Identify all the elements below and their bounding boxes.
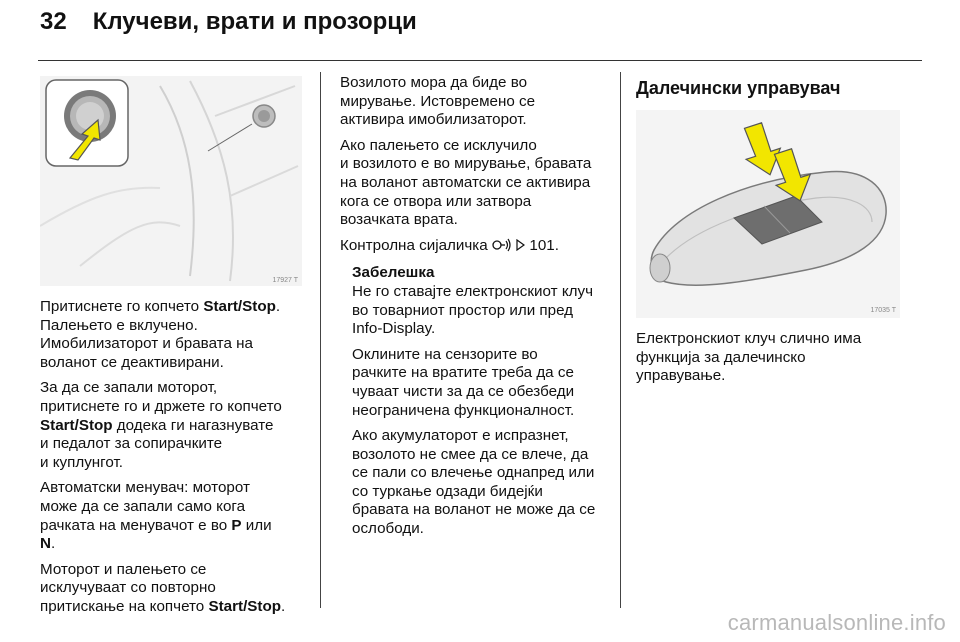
text: функција за далечинско xyxy=(636,348,806,366)
gear-p-label: P xyxy=(231,516,242,534)
text: . xyxy=(281,597,286,615)
image-code-left: 17927 T xyxy=(272,277,298,284)
page-ref-icon xyxy=(516,238,525,257)
remote-key-drawing xyxy=(636,110,900,318)
column-divider-2 xyxy=(620,72,621,608)
text: чуваат чисти за да се обезбеди xyxy=(352,382,575,400)
text: воланот се деактивирани. xyxy=(40,353,224,371)
text: бравата на воланот не може да се xyxy=(352,501,596,519)
text: Моторот и палењето се xyxy=(40,560,207,578)
paragraph-steering-lock xyxy=(340,137,615,230)
text: мирување. Истовремено се xyxy=(340,92,536,110)
text: . xyxy=(275,298,281,315)
header-rule xyxy=(38,60,922,61)
text: Контролна сијаличка xyxy=(340,236,492,254)
text: на воланот автоматски се активира xyxy=(340,173,591,191)
text: неограничена функционалност. xyxy=(352,401,575,419)
page-number: 32 xyxy=(40,8,67,35)
text: . xyxy=(50,535,56,553)
note-paragraph-3 xyxy=(352,427,615,539)
start-stop-label: Start/Stop xyxy=(208,597,282,615)
column-divider-1 xyxy=(320,72,321,608)
paragraph-remote-function xyxy=(636,330,906,386)
paragraph-press-button xyxy=(40,298,320,372)
paragraph-control-lamp xyxy=(340,237,615,258)
watermark: carmanualsonline.info xyxy=(727,610,946,635)
text: Ако палењето се исклучило xyxy=(340,136,537,154)
text: Ако акумулаторот е испразнет, xyxy=(352,427,569,445)
text: За да се запали моторот, xyxy=(40,379,218,397)
text: возачката врата. xyxy=(340,211,458,229)
text: рачките на вратите треба да се xyxy=(352,364,574,382)
text: Оклините на сензорите во xyxy=(352,345,538,363)
text: во товарниот простор или пред xyxy=(352,301,574,319)
page-header xyxy=(40,8,417,36)
text: и педалот за сопирачките xyxy=(40,435,223,453)
paragraph-start-engine xyxy=(40,379,320,472)
text: Имобилизаторот и бравата на xyxy=(40,335,253,353)
start-stop-drawing xyxy=(40,76,302,286)
text: активира имобилизаторот. xyxy=(340,111,527,129)
text: ослободи. xyxy=(352,520,424,538)
text: се пали со влечење однапред или xyxy=(352,464,595,482)
gear-n-label: N xyxy=(40,535,51,553)
text: и возилото е во мирување, бравата xyxy=(340,155,592,173)
remote-key-illustration xyxy=(636,110,900,318)
paragraph-switch-off xyxy=(40,561,320,617)
text: или xyxy=(241,516,272,534)
text: Палењето е вклучено. xyxy=(40,316,198,334)
paragraph-automatic-transmission xyxy=(40,479,320,553)
note-block xyxy=(340,264,615,538)
note-paragraph-1 xyxy=(352,283,615,339)
middle-text-column xyxy=(340,74,615,546)
text: Info-Display. xyxy=(352,320,436,338)
text: Не го ставајте електронскиот клуч xyxy=(352,282,593,300)
text: притиснете го и држете го копчето xyxy=(40,397,282,415)
page-reference[interactable]: 101. xyxy=(529,236,559,254)
text: кога се отвора или затвора xyxy=(340,192,532,210)
text: Возилото мора да биде во xyxy=(340,74,528,91)
section-title-remote-control: Далечински управувач xyxy=(636,78,841,98)
text: рачката на менувачот е во xyxy=(40,516,232,534)
text: управување. xyxy=(636,367,726,385)
note-title: Забелешка xyxy=(352,264,435,282)
left-text-column xyxy=(40,298,320,624)
text: притискање на копчето xyxy=(40,597,209,615)
paragraph-vehicle-stationary xyxy=(340,74,615,130)
text: со туркање одзади бидејќи xyxy=(352,482,543,500)
note-paragraph-2 xyxy=(352,346,615,420)
key-warning-icon xyxy=(492,238,512,258)
text: додека ги нагазнувате xyxy=(112,416,274,434)
right-text-column xyxy=(636,330,906,393)
text: исклучуваат со повторно xyxy=(40,579,216,597)
start-stop-illustration xyxy=(40,76,302,286)
text: Автоматски менувач: моторот xyxy=(40,479,250,497)
text: возолото не смее да се влече, да xyxy=(352,445,589,463)
text: и куплунгот. xyxy=(40,453,123,471)
text: може да се запали само кога xyxy=(40,497,246,515)
start-stop-label: Start/Stop xyxy=(203,298,276,315)
text: Електронскиот клуч слично има xyxy=(636,330,862,347)
start-stop-label: Start/Stop xyxy=(40,416,113,434)
page-title: Клучеви, врати и прозорци xyxy=(92,8,417,35)
text: Притиснете го копчето xyxy=(40,298,204,315)
image-code-right: 17035 T xyxy=(870,307,896,314)
